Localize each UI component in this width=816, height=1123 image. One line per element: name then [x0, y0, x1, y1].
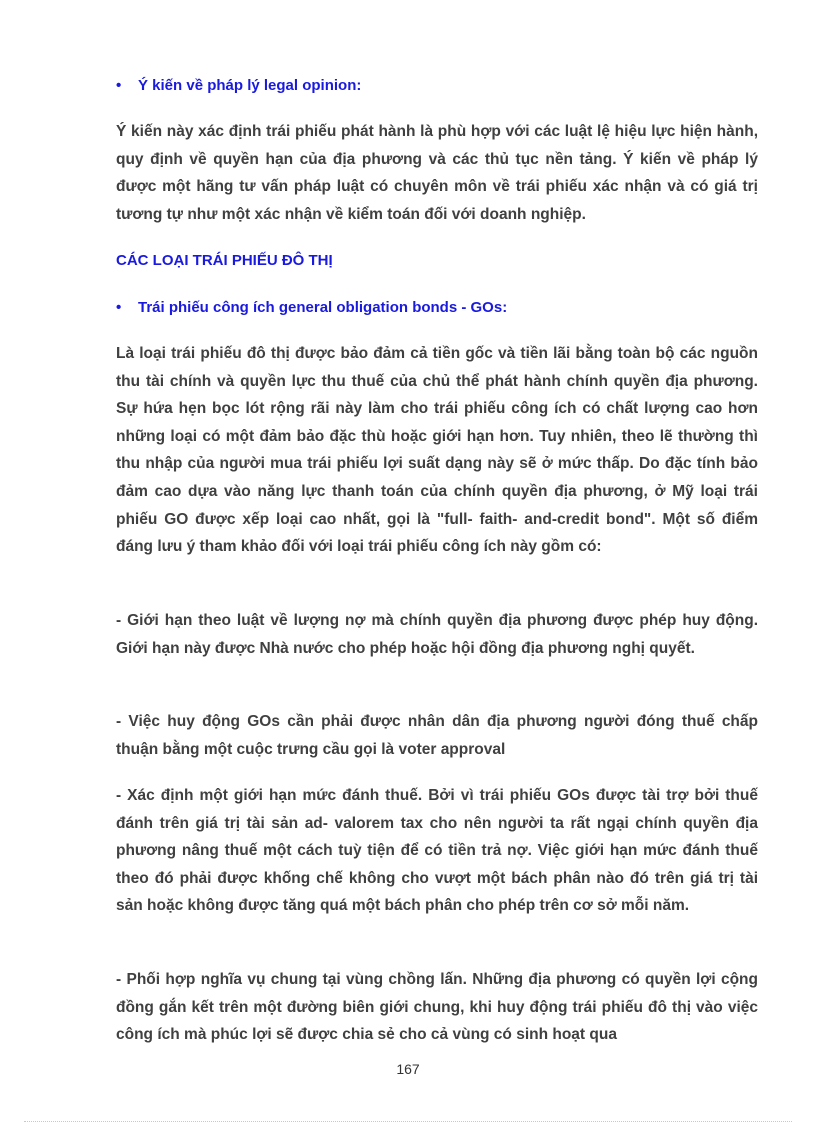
- paragraph-gos-definition: Là loại trái phiếu đô thị được bảo đảm cả tiền gốc và tiền lãi bằng toàn bộ các nguồn thu tài chính và quyền lực thu thuế của chủ thể phát hành chính quyền địa phương. Sự hứa hẹn bọc lót rộng rãi này làm cho trái phiếu công ích có chất lượng cao hơn những loại có một đảm bảo đặc thù hoặc giới hạn hơn. Tuy nhiên, theo lẽ thường thì thu nhập của người mua trái phiếu lợi suất dạng này sẽ ở mức thấp. Do đặc tính bảo đảm cao dựa vào năng lực thanh toán của chính quyền địa phương, ở Mỹ loại trái phiếu GO được xếp loại cao nhất, gọi là "full- faith- and-credit bond". Một số điểm đáng lưu ý tham khảo đối với loại trái phiếu công ích này gồm có:: [116, 345, 758, 556]
- bullet-dot-icon: •: [116, 299, 122, 316]
- bullet-heading-text: Trái phiếu công ích general obligation bonds - GOs:: [138, 299, 508, 316]
- paragraph-voter-approval: - Việc huy động GOs cần phải được nhân dân địa phương người đóng thuế chấp thuận bằng một cuộc trưng cầu gọi là voter approval: [116, 713, 758, 758]
- bullet-heading-legal-opinion: [116, 76, 362, 96]
- paragraph-overlapping-obligation: - Phối hợp nghĩa vụ chung tại vùng chồng lấn. Những địa phương có quyền lợi cộng đồng gắn kết trên một đường biên giới chung, khi huy động trái phiếu đô thị vào việc công ích mà phúc lợi sẽ được chia sẻ cho cả vùng có sinh hoạt qua: [116, 971, 758, 1044]
- paragraph-tax-limit: - Xác định một giới hạn mức đánh thuế. Bởi vì trái phiếu GOs được tài trợ bởi thuế đánh trên giá trị tài sản ad- valorem tax cho nên người ta rất ngại chính quyền địa phương nâng thuế một cách tuỳ tiện để có tiền trả nợ. Việc giới hạn mức đánh thuế theo đó phải được khống chế không cho vượt một bách phân nào đó trên giá trị tài sản hoặc không được tăng quá một bách phân cho phép trên cơ sở mỗi năm.: [116, 787, 758, 915]
- paragraph-legal-opinion: Ý kiến này xác định trái phiếu phát hành là phù hợp với các luật lệ hiệu lực hiện hành, quy định về quyền hạn của địa phương và các thủ tục nền tảng. Ý kiến về pháp lý được một hãng tư vấn pháp luật có chuyên môn về trái phiếu xác nhận và có giá trị tương tự như một xác nhận về kiểm toán đối với doanh nghiệp.: [116, 123, 758, 223]
- bullet-heading-general-obligation-bonds: [116, 298, 508, 318]
- page-number: 167: [396, 1061, 420, 1077]
- footer-divider: [24, 1121, 792, 1122]
- section-heading: CÁC LOẠI TRÁI PHIẾU ĐÔ THỊ: [116, 252, 333, 269]
- bullet-heading-text: Ý kiến về pháp lý legal opinion:: [138, 77, 362, 94]
- paragraph-debt-limit: - Giới hạn theo luật về lượng nợ mà chính quyền địa phương được phép huy động. Giới hạn này được Nhà nước cho phép hoặc hội đồng địa phương nghị quyết.: [116, 612, 758, 657]
- bullet-dot-icon: •: [116, 77, 122, 94]
